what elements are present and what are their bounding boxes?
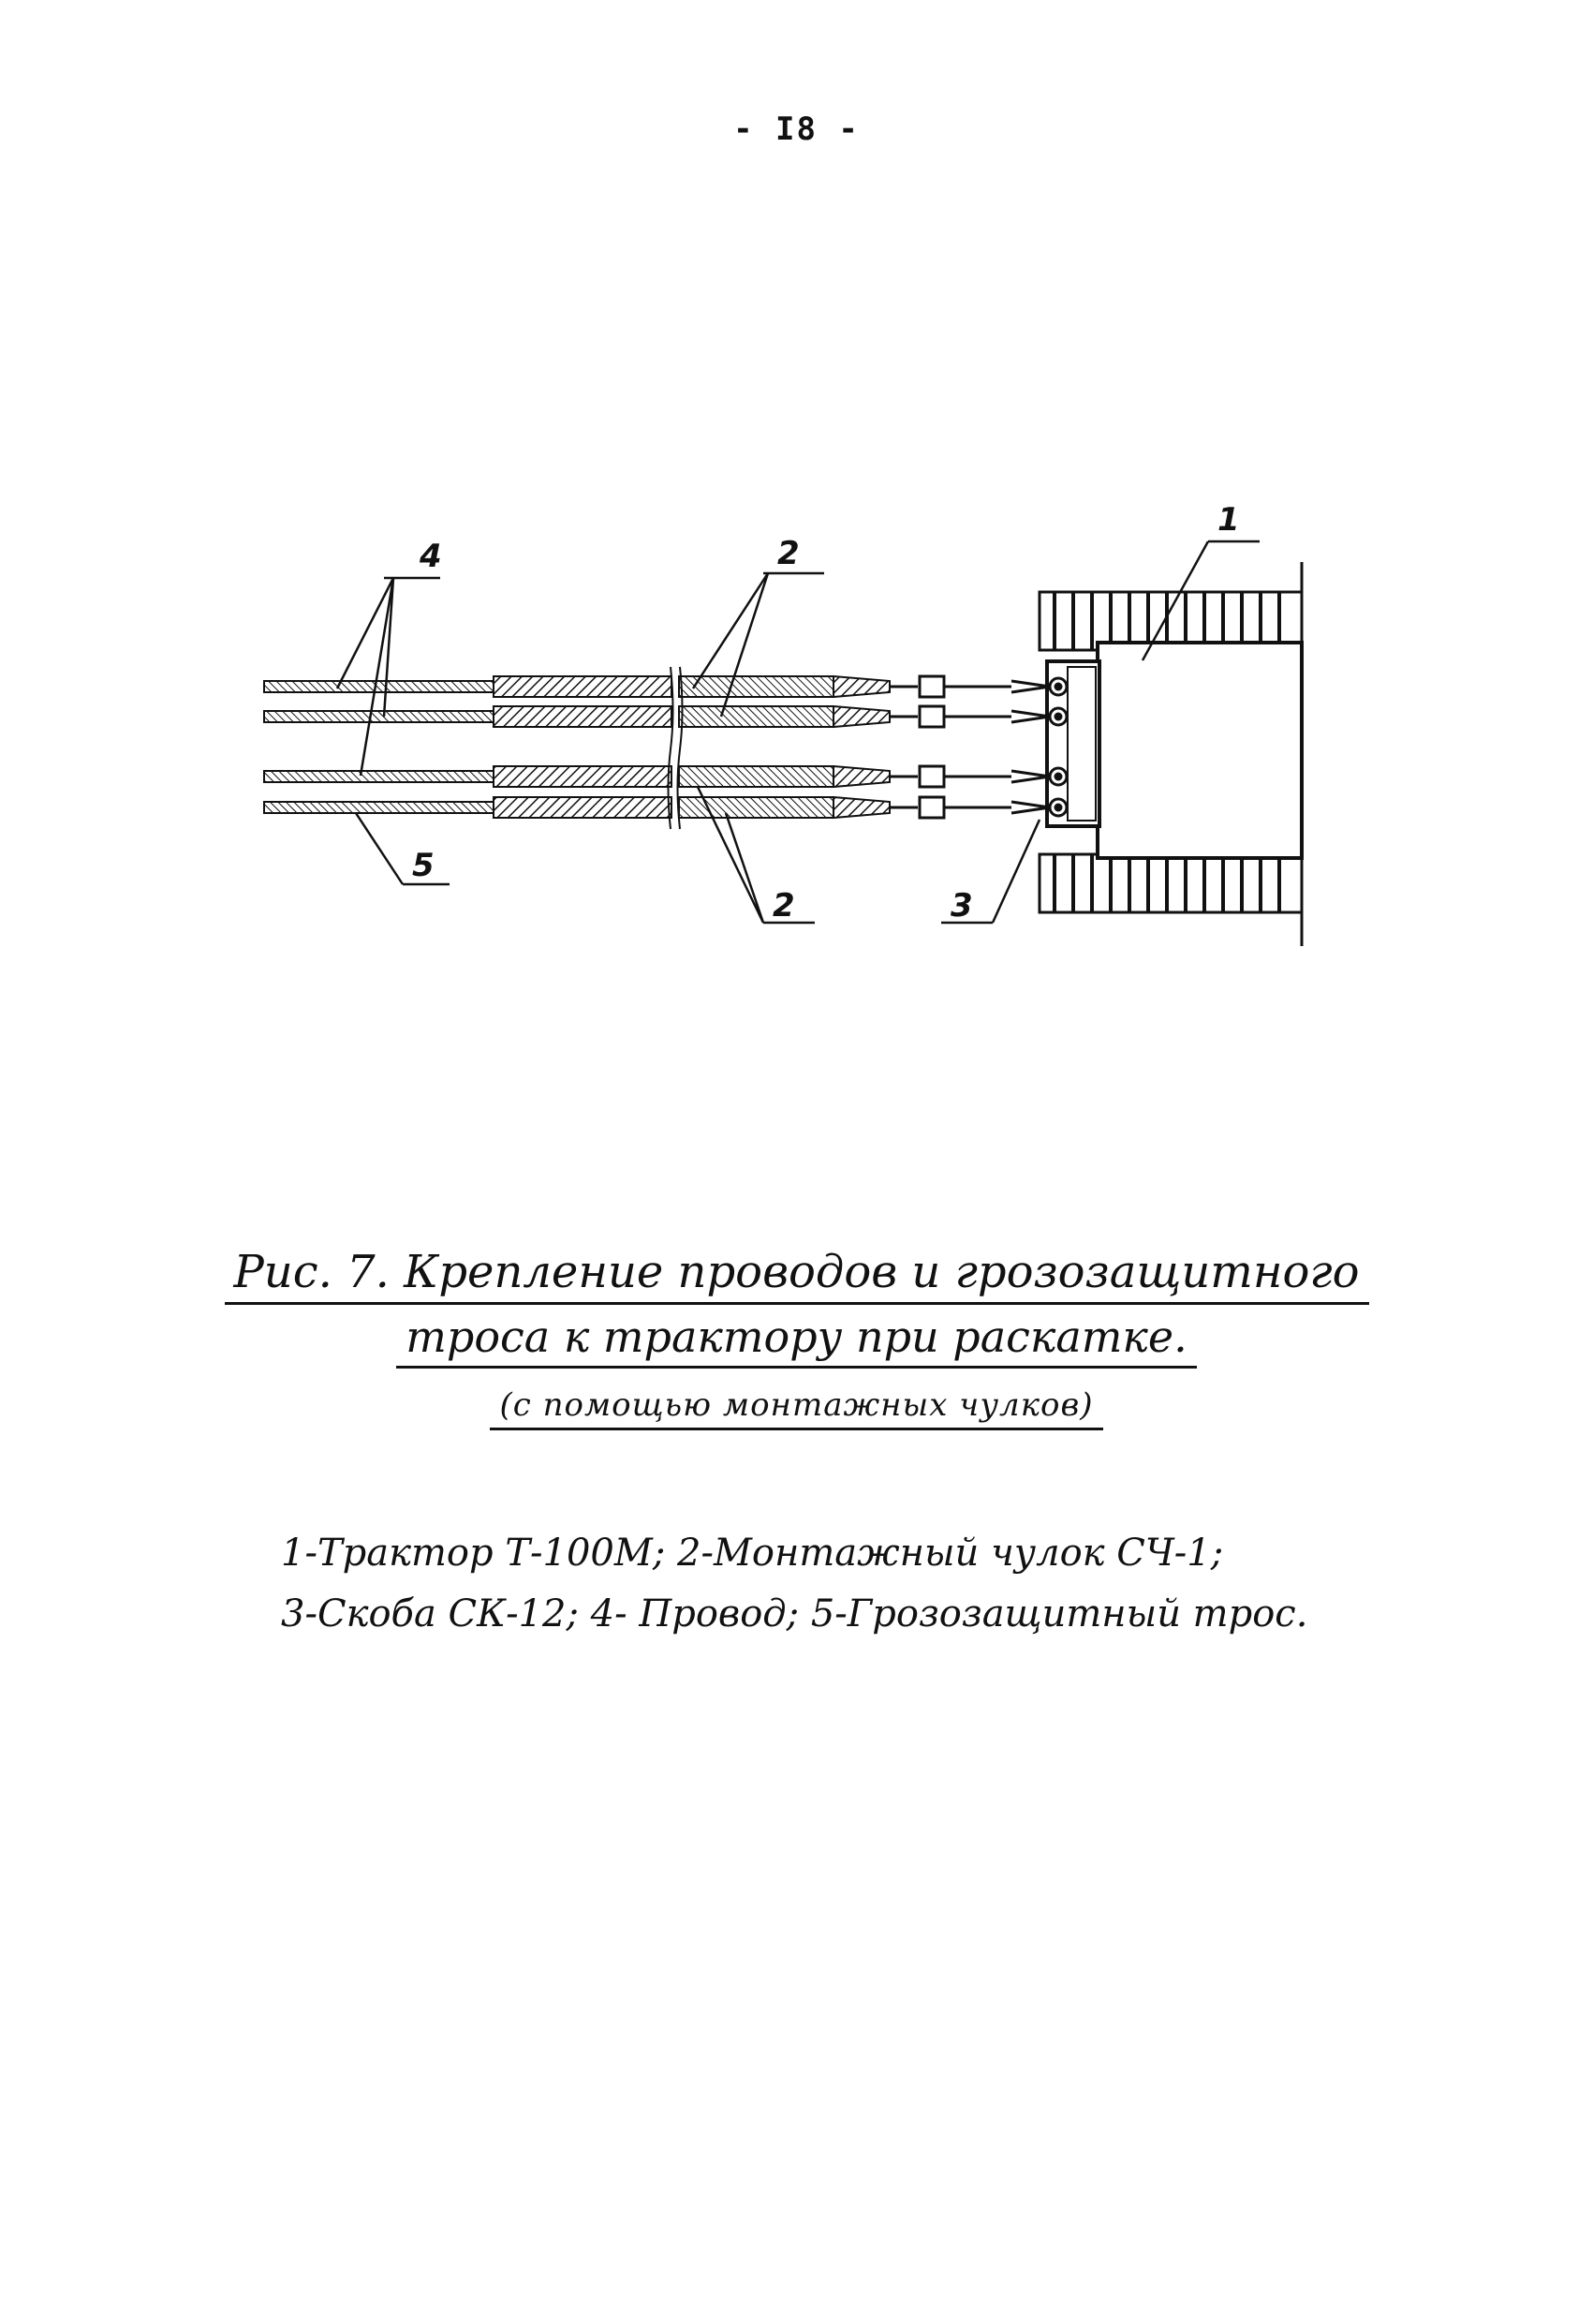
legend-line-2: 3-Скоба СК-12; 4- Провод; 5-Грозозащитный трос.: [281, 1592, 1308, 1636]
wire-row-1: [264, 676, 1050, 697]
figure-caption-subtitle: [0, 1311, 1593, 1369]
callout-2-top: 2: [777, 535, 800, 572]
callout-5: 5: [412, 847, 435, 884]
figure-caption-note: [0, 1386, 1593, 1430]
tractor-body: [1047, 562, 1302, 946]
figure-caption-line-2: троса к трактору при раскатке.: [396, 1311, 1196, 1369]
figure-cable-attachment: [0, 0, 1593, 1030]
figure-caption-line-3: (с помощью монтажных чулков): [490, 1386, 1102, 1430]
legend-line-1: 1-Трактор Т-100М; 2-Монтажный чулок СЧ-1;: [281, 1532, 1224, 1575]
wire-row-4: [264, 797, 1050, 818]
wire-row-2: [264, 706, 1050, 727]
tractor-track-bottom: [1040, 854, 1302, 912]
callout-4: 4: [420, 538, 442, 575]
callout-1: 1: [1217, 501, 1240, 539]
callout-2-bottom: 2: [773, 887, 795, 925]
figure-caption-line-1: Рис. 7. Крепление проводов и грозозащитного: [225, 1246, 1369, 1305]
figure-caption-title: [0, 1246, 1593, 1305]
wire-row-3: [264, 766, 1050, 787]
callout-3: 3: [951, 887, 973, 925]
page-number: - I8 -: [733, 111, 860, 148]
